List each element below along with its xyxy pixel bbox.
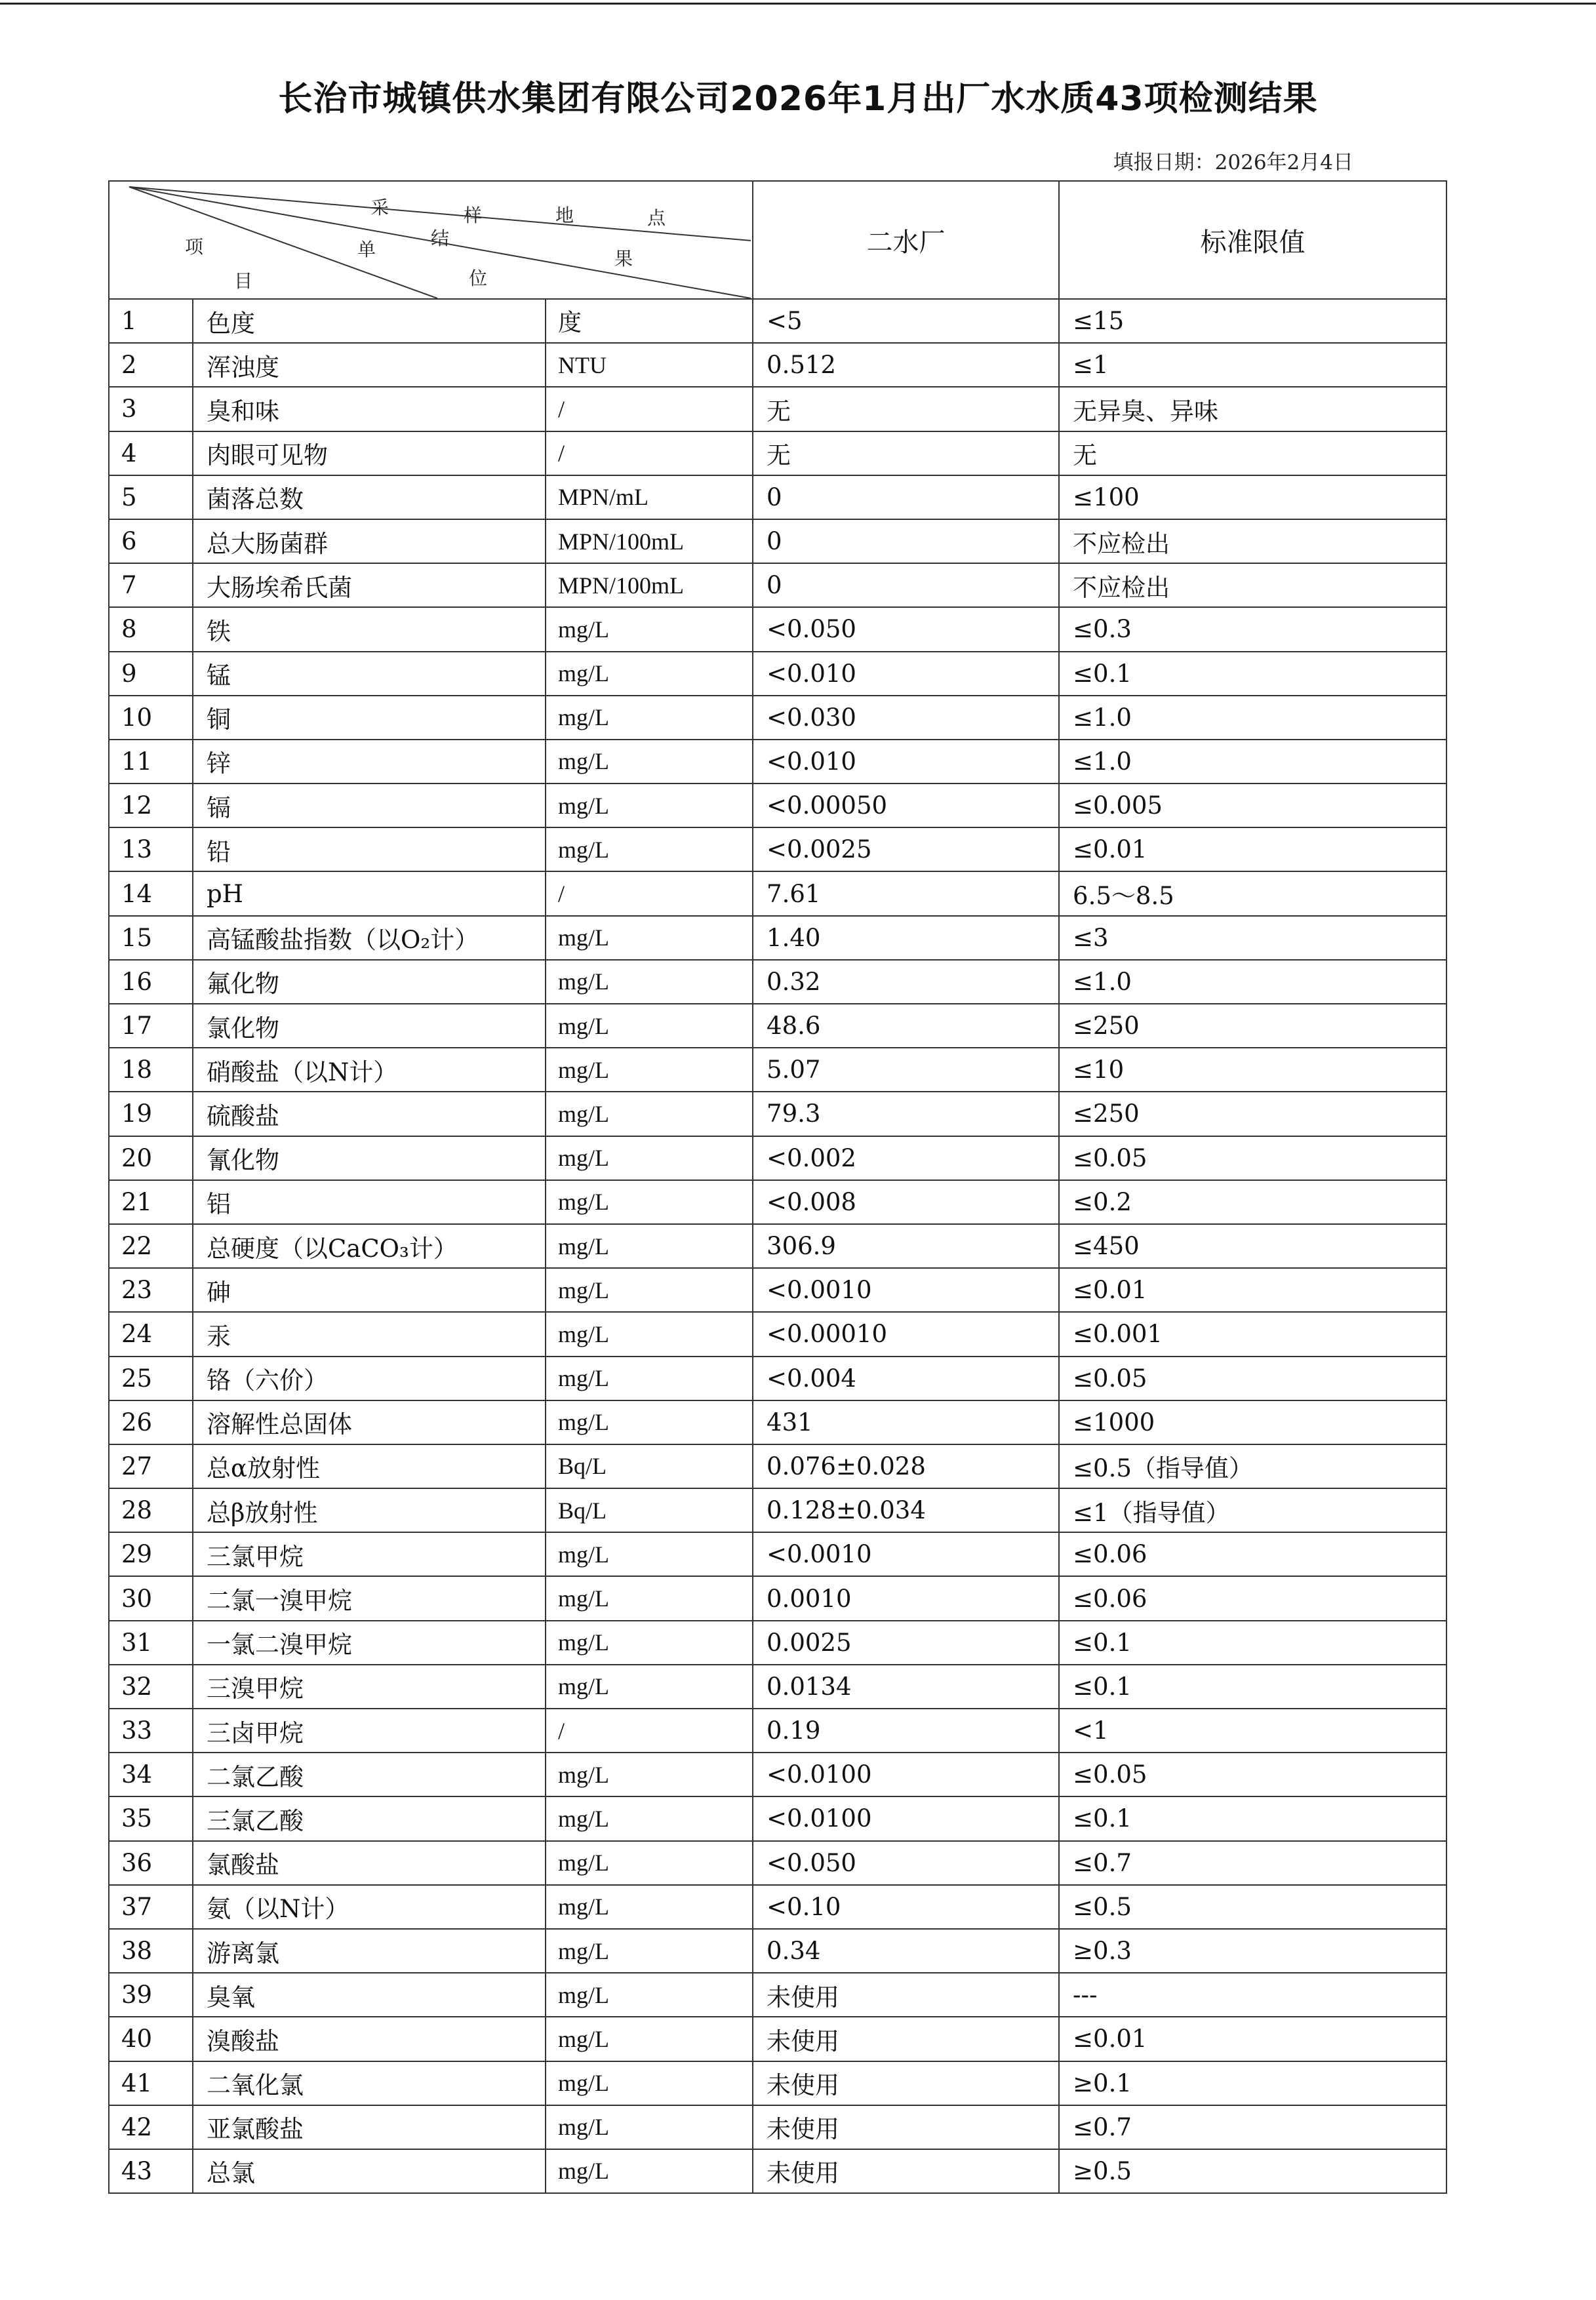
table-row xyxy=(109,1709,1446,1753)
table-row xyxy=(109,1796,1446,1840)
unit-cell: NTU xyxy=(546,343,753,387)
table-row xyxy=(109,2061,1446,2105)
unit-cell: mg/L xyxy=(546,1312,753,1356)
row-number: 7 xyxy=(109,563,193,607)
standard-limit-cell: ≤0.05 xyxy=(1059,1136,1446,1180)
unit-cell: mg/L xyxy=(546,1665,753,1709)
row-number: 9 xyxy=(109,652,193,696)
row-number: 30 xyxy=(109,1576,193,1620)
result-cell: 431 xyxy=(753,1400,1059,1444)
item-name: 二氧化氯 xyxy=(193,2061,546,2105)
item-name: 氰化物 xyxy=(193,1136,546,1180)
standard-limit-cell: ≤15 xyxy=(1059,299,1446,343)
row-number: 4 xyxy=(109,431,193,475)
row-number: 3 xyxy=(109,387,193,431)
table-row xyxy=(109,1048,1446,1092)
standard-limit-cell: ≤1.0 xyxy=(1059,740,1446,783)
unit-cell: mg/L xyxy=(546,1136,753,1180)
sampling-label-3: 地 xyxy=(555,205,574,226)
result-cell: <0.050 xyxy=(753,1841,1059,1885)
table-row xyxy=(109,2149,1446,2193)
standard-limit-cell: ≤0.01 xyxy=(1059,1268,1446,1312)
unit-cell: / xyxy=(546,1709,753,1753)
result-cell: 未使用 xyxy=(753,2149,1059,2193)
result-cell: <5 xyxy=(753,299,1059,343)
unit-cell: mg/L xyxy=(546,783,753,827)
row-number: 38 xyxy=(109,1929,193,1973)
table-row xyxy=(109,343,1446,387)
item-name: 氯酸盐 xyxy=(193,1841,546,1885)
row-number: 12 xyxy=(109,783,193,827)
item-name: 溶解性总固体 xyxy=(193,1400,546,1444)
result-cell: 0.0025 xyxy=(753,1621,1059,1665)
result-cell: <0.010 xyxy=(753,740,1059,783)
row-number: 32 xyxy=(109,1665,193,1709)
water-quality-table xyxy=(108,180,1447,2194)
row-number: 23 xyxy=(109,1268,193,1312)
result-cell: <0.030 xyxy=(753,696,1059,740)
item-name: 一氯二溴甲烷 xyxy=(193,1621,546,1665)
item-name: 铬（六价） xyxy=(193,1357,546,1400)
row-number: 15 xyxy=(109,916,193,960)
standard-limit-cell: ≤0.06 xyxy=(1059,1532,1446,1576)
table-row xyxy=(109,1136,1446,1180)
unit-cell: mg/L xyxy=(546,1576,753,1620)
table-row xyxy=(109,1488,1446,1532)
table-row xyxy=(109,1973,1446,2017)
item-name: 三氯甲烷 xyxy=(193,1532,546,1576)
result-cell: <0.0010 xyxy=(753,1268,1059,1312)
standard-limit-cell: ≤0.01 xyxy=(1059,2017,1446,2061)
row-number: 19 xyxy=(109,1092,193,1136)
item-name: 总β放射性 xyxy=(193,1488,546,1532)
sampling-label-4: 点 xyxy=(647,207,666,229)
result-cell: 0 xyxy=(753,563,1059,607)
standard-limit-cell: ≤0.005 xyxy=(1059,783,1446,827)
result-cell: 5.07 xyxy=(753,1048,1059,1092)
sampling-label-1: 采 xyxy=(370,197,389,218)
unit-cell: mg/L xyxy=(546,1532,753,1576)
row-number: 21 xyxy=(109,1180,193,1224)
row-number: 31 xyxy=(109,1621,193,1665)
standard-limit-cell: 不应检出 xyxy=(1059,519,1446,563)
row-number: 35 xyxy=(109,1796,193,1840)
unit-cell: MPN/mL xyxy=(546,475,753,519)
row-number: 40 xyxy=(109,2017,193,2061)
result-cell: 48.6 xyxy=(753,1004,1059,1048)
result-cell: <0.010 xyxy=(753,652,1059,696)
row-number: 22 xyxy=(109,1224,193,1268)
item-name: 二氯乙酸 xyxy=(193,1753,546,1796)
row-number: 42 xyxy=(109,2105,193,2149)
item-name: 高锰酸盐指数（以O₂计） xyxy=(193,916,546,960)
result-cell: 0.128±0.034 xyxy=(753,1488,1059,1532)
table-row xyxy=(109,1444,1446,1488)
item-name: 氨（以N计） xyxy=(193,1885,546,1929)
table-row xyxy=(109,519,1446,563)
unit-cell: mg/L xyxy=(546,2149,753,2193)
item-name: 亚氯酸盐 xyxy=(193,2105,546,2149)
row-number: 16 xyxy=(109,960,193,1004)
row-number: 28 xyxy=(109,1488,193,1532)
item-name: 溴酸盐 xyxy=(193,2017,546,2061)
result-cell: 未使用 xyxy=(753,1973,1059,2017)
standard-limit-cell: 无 xyxy=(1059,431,1446,475)
result-cell: <0.002 xyxy=(753,1136,1059,1180)
table-row xyxy=(109,299,1446,343)
item-name: 铜 xyxy=(193,696,546,740)
result-cell: 未使用 xyxy=(753,2017,1059,2061)
row-number: 13 xyxy=(109,827,193,871)
item-name: 臭和味 xyxy=(193,387,546,431)
fill-date: 填报日期：2026年2月4日 xyxy=(1113,151,1353,174)
unit-cell: / xyxy=(546,871,753,915)
table-row xyxy=(109,2017,1446,2061)
document-title: 长治市城镇供水集团有限公司2026年1月出厂水水质43项检测结果 xyxy=(278,79,1318,119)
result-cell: 0.0134 xyxy=(753,1665,1059,1709)
result-cell: 0.32 xyxy=(753,960,1059,1004)
item-name: 色度 xyxy=(193,299,546,343)
item-name: 铁 xyxy=(193,607,546,651)
row-number: 29 xyxy=(109,1532,193,1576)
row-number: 17 xyxy=(109,1004,193,1048)
row-number: 20 xyxy=(109,1136,193,1180)
standard-limit-cell: 无异臭、异味 xyxy=(1059,387,1446,431)
row-number: 5 xyxy=(109,475,193,519)
standard-limit-cell: ≤0.06 xyxy=(1059,1576,1446,1620)
table-row xyxy=(109,1400,1446,1444)
standard-limit-cell: ≤0.001 xyxy=(1059,1312,1446,1356)
unit-cell: mg/L xyxy=(546,1268,753,1312)
item-name: 肉眼可见物 xyxy=(193,431,546,475)
table-row xyxy=(109,960,1446,1004)
result-cell: 0.19 xyxy=(753,1709,1059,1753)
row-number: 8 xyxy=(109,607,193,651)
result-cell: 1.40 xyxy=(753,916,1059,960)
standard-limit-cell: ≤0.1 xyxy=(1059,652,1446,696)
unit-cell: Bq/L xyxy=(546,1488,753,1532)
table-row xyxy=(109,563,1446,607)
table-row xyxy=(109,1268,1446,1312)
row-number: 6 xyxy=(109,519,193,563)
standard-limit-cell: ≤0.1 xyxy=(1059,1621,1446,1665)
unit-cell: mg/L xyxy=(546,607,753,651)
standard-limit-cell: ≥0.1 xyxy=(1059,2061,1446,2105)
unit-cell: mg/L xyxy=(546,1841,753,1885)
table-row xyxy=(109,1357,1446,1400)
row-number: 25 xyxy=(109,1357,193,1400)
result-cell: 未使用 xyxy=(753,2105,1059,2149)
item-label-1: 项 xyxy=(185,236,204,258)
row-number: 43 xyxy=(109,2149,193,2193)
item-name: 三卤甲烷 xyxy=(193,1709,546,1753)
table-row xyxy=(109,1532,1446,1576)
row-number: 10 xyxy=(109,696,193,740)
unit-cell: Bq/L xyxy=(546,1444,753,1488)
table-row xyxy=(109,1224,1446,1268)
item-name: 菌落总数 xyxy=(193,475,546,519)
result-cell: 306.9 xyxy=(753,1224,1059,1268)
item-name: 砷 xyxy=(193,1268,546,1312)
standard-limit-cell: ≤10 xyxy=(1059,1048,1446,1092)
table-row xyxy=(109,1180,1446,1224)
unit-cell: / xyxy=(546,387,753,431)
unit-cell: mg/L xyxy=(546,1400,753,1444)
table-row xyxy=(109,431,1446,475)
unit-label-2: 位 xyxy=(469,268,488,289)
table-row xyxy=(109,1841,1446,1885)
result-label-1: 结 xyxy=(431,228,450,249)
unit-cell: MPN/100mL xyxy=(546,519,753,563)
table-row xyxy=(109,783,1446,827)
standard-limit-cell: ≤0.7 xyxy=(1059,1841,1446,1885)
result-cell: <0.00050 xyxy=(753,783,1059,827)
result-cell: 0 xyxy=(753,519,1059,563)
item-name: 总硬度（以CaCO₃计） xyxy=(193,1224,546,1268)
result-cell: <0.004 xyxy=(753,1357,1059,1400)
result-cell: <0.008 xyxy=(753,1180,1059,1224)
unit-cell: / xyxy=(546,431,753,475)
result-cell: <0.050 xyxy=(753,607,1059,651)
item-name: 总大肠菌群 xyxy=(193,519,546,563)
result-label-2: 果 xyxy=(614,248,633,269)
result-cell: <0.00010 xyxy=(753,1312,1059,1356)
unit-cell: mg/L xyxy=(546,1357,753,1400)
table-row xyxy=(109,1312,1446,1356)
table-row xyxy=(109,1753,1446,1796)
result-cell: 无 xyxy=(753,431,1059,475)
unit-cell: mg/L xyxy=(546,2017,753,2061)
table-row xyxy=(109,827,1446,871)
row-number: 14 xyxy=(109,871,193,915)
standard-limit-cell: ≤0.5（指导值） xyxy=(1059,1444,1446,1488)
standard-limit-cell: ≤450 xyxy=(1059,1224,1446,1268)
unit-cell: mg/L xyxy=(546,1929,753,1973)
standard-limit-cell: ≤1.0 xyxy=(1059,696,1446,740)
standard-limit-cell: ≤100 xyxy=(1059,475,1446,519)
unit-cell: mg/L xyxy=(546,1796,753,1840)
item-name: 三溴甲烷 xyxy=(193,1665,546,1709)
result-cell: 0.34 xyxy=(753,1929,1059,1973)
table-row xyxy=(109,1885,1446,1929)
standard-limit-cell: 6.5～8.5 xyxy=(1059,871,1446,915)
item-name: 锌 xyxy=(193,740,546,783)
standard-limit-cell: 不应检出 xyxy=(1059,563,1446,607)
item-name: 硫酸盐 xyxy=(193,1092,546,1136)
unit-cell: mg/L xyxy=(546,2105,753,2149)
row-number: 2 xyxy=(109,343,193,387)
result-cell: <0.0025 xyxy=(753,827,1059,871)
standard-limit-cell: ≤1（指导值） xyxy=(1059,1488,1446,1532)
table-row xyxy=(109,475,1446,519)
table-header-row xyxy=(109,181,1446,299)
standard-limit-cell: ≥0.5 xyxy=(1059,2149,1446,2193)
item-name: 氟化物 xyxy=(193,960,546,1004)
standard-limit-cell: ≤0.2 xyxy=(1059,1180,1446,1224)
standard-limit-cell: <1 xyxy=(1059,1709,1446,1753)
result-cell: 无 xyxy=(753,387,1059,431)
unit-cell: mg/L xyxy=(546,740,753,783)
row-number: 18 xyxy=(109,1048,193,1092)
row-number: 36 xyxy=(109,1841,193,1885)
sampling-label-2: 样 xyxy=(464,205,483,226)
plant-header: 二水厂 xyxy=(753,181,1059,299)
item-label-2: 目 xyxy=(234,270,253,292)
unit-cell: mg/L xyxy=(546,1621,753,1665)
unit-cell: MPN/100mL xyxy=(546,563,753,607)
unit-cell: mg/L xyxy=(546,696,753,740)
item-name: 二氯一溴甲烷 xyxy=(193,1576,546,1620)
table-row xyxy=(109,696,1446,740)
row-number: 37 xyxy=(109,1885,193,1929)
table-row xyxy=(109,1621,1446,1665)
item-name: 总氯 xyxy=(193,2149,546,2193)
result-cell: 0.076±0.028 xyxy=(753,1444,1059,1488)
table-row xyxy=(109,740,1446,783)
unit-cell: mg/L xyxy=(546,1048,753,1092)
standard-limit-cell: ≥0.3 xyxy=(1059,1929,1446,1973)
unit-cell: mg/L xyxy=(546,1004,753,1048)
standard-limit-cell: ≤0.3 xyxy=(1059,607,1446,651)
unit-cell: mg/L xyxy=(546,1753,753,1796)
standard-limit-cell: ≤1 xyxy=(1059,343,1446,387)
standard-limit-cell: ≤0.05 xyxy=(1059,1357,1446,1400)
unit-cell: mg/L xyxy=(546,1973,753,2017)
standard-limit-cell: --- xyxy=(1059,1973,1446,2017)
table-row xyxy=(109,652,1446,696)
standard-limit-cell: ≤0.1 xyxy=(1059,1796,1446,1840)
table-row xyxy=(109,871,1446,915)
standard-limit-cell: ≤0.01 xyxy=(1059,827,1446,871)
row-number: 34 xyxy=(109,1753,193,1796)
table-row xyxy=(109,1092,1446,1136)
standard-limit-cell: ≤250 xyxy=(1059,1092,1446,1136)
result-cell: 79.3 xyxy=(753,1092,1059,1136)
result-cell: <0.10 xyxy=(753,1885,1059,1929)
standard-limit-cell: ≤0.05 xyxy=(1059,1753,1446,1796)
unit-cell: mg/L xyxy=(546,960,753,1004)
standard-limit-cell: ≤1000 xyxy=(1059,1400,1446,1444)
table-row xyxy=(109,1004,1446,1048)
result-cell: 7.61 xyxy=(753,871,1059,915)
unit-cell: mg/L xyxy=(546,1885,753,1929)
row-number: 1 xyxy=(109,299,193,343)
unit-cell: mg/L xyxy=(546,1180,753,1224)
standard-limit-cell: ≤250 xyxy=(1059,1004,1446,1048)
standard-limit-cell: ≤0.1 xyxy=(1059,1665,1446,1709)
result-cell: 未使用 xyxy=(753,2061,1059,2105)
item-name: 臭氧 xyxy=(193,1973,546,2017)
result-cell: 0 xyxy=(753,475,1059,519)
top-border-line xyxy=(0,3,1596,5)
diagonal-header-cell xyxy=(109,181,753,299)
result-cell: <0.0100 xyxy=(753,1796,1059,1840)
item-name: 氯化物 xyxy=(193,1004,546,1048)
item-name: 三氯乙酸 xyxy=(193,1796,546,1840)
result-cell: 0.0010 xyxy=(753,1576,1059,1620)
item-name: 大肠埃希氏菌 xyxy=(193,563,546,607)
table-row xyxy=(109,1665,1446,1709)
unit-cell: 度 xyxy=(546,299,753,343)
row-number: 41 xyxy=(109,2061,193,2105)
unit-cell: mg/L xyxy=(546,652,753,696)
standard-header: 标准限值 xyxy=(1059,181,1446,299)
standard-limit-cell: ≤1.0 xyxy=(1059,960,1446,1004)
table-row xyxy=(109,607,1446,651)
standard-limit-cell: ≤0.5 xyxy=(1059,1885,1446,1929)
table-row xyxy=(109,1576,1446,1620)
item-name: 汞 xyxy=(193,1312,546,1356)
table-row xyxy=(109,387,1446,431)
table-row xyxy=(109,916,1446,960)
standard-limit-cell: ≤0.7 xyxy=(1059,2105,1446,2149)
row-number: 39 xyxy=(109,1973,193,2017)
item-name: 镉 xyxy=(193,783,546,827)
row-number: 24 xyxy=(109,1312,193,1356)
item-name: 游离氯 xyxy=(193,1929,546,1973)
unit-cell: mg/L xyxy=(546,1224,753,1268)
item-name: 铅 xyxy=(193,827,546,871)
table-row xyxy=(109,2105,1446,2149)
item-name: pH xyxy=(193,871,546,915)
item-name: 锰 xyxy=(193,652,546,696)
unit-cell: mg/L xyxy=(546,2061,753,2105)
result-cell: <0.0010 xyxy=(753,1532,1059,1576)
standard-limit-cell: ≤3 xyxy=(1059,916,1446,960)
item-name: 铝 xyxy=(193,1180,546,1224)
row-number: 27 xyxy=(109,1444,193,1488)
unit-cell: mg/L xyxy=(546,1092,753,1136)
table-row xyxy=(109,1929,1446,1973)
row-number: 26 xyxy=(109,1400,193,1444)
unit-cell: mg/L xyxy=(546,827,753,871)
unit-cell: mg/L xyxy=(546,916,753,960)
item-name: 硝酸盐（以N计） xyxy=(193,1048,546,1092)
result-cell: <0.0100 xyxy=(753,1753,1059,1796)
row-number: 33 xyxy=(109,1709,193,1753)
unit-label-1: 单 xyxy=(357,239,376,260)
row-number: 11 xyxy=(109,740,193,783)
item-name: 浑浊度 xyxy=(193,343,546,387)
result-cell: 0.512 xyxy=(753,343,1059,387)
item-name: 总α放射性 xyxy=(193,1444,546,1488)
